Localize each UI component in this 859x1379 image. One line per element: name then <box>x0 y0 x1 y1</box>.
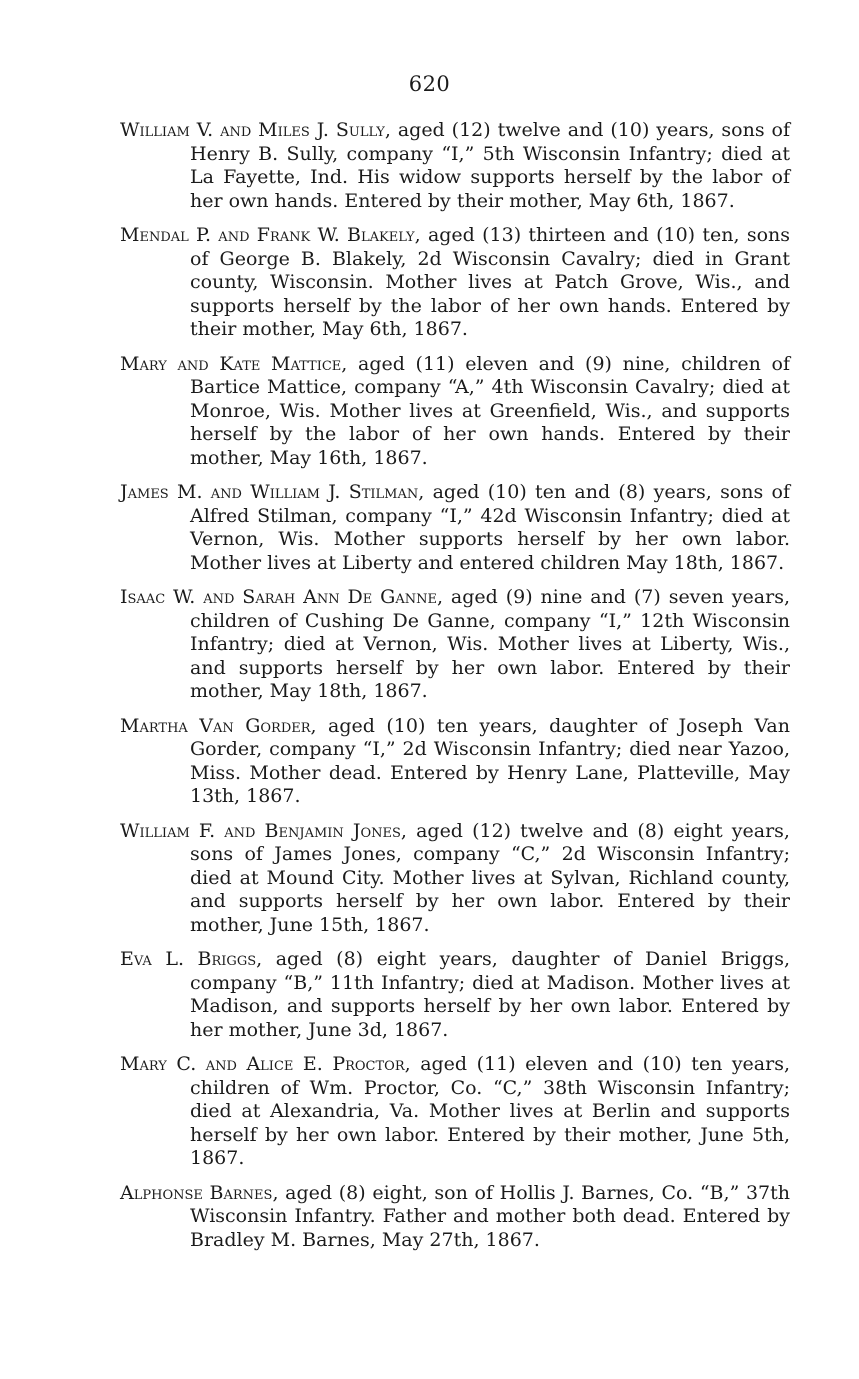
entry-text: aged (9) nine and (7) seven years, children of Cushing De Ganne, company “I,” 12th Wisconsin Infantry; died at Vernon, Wis. Mother lives at Liberty, Wis., and supports herself by her own labor. Entered by their mother, May 18th, 1867. <box>190 586 790 702</box>
entry-names: Alphonse Barnes, <box>120 1181 279 1204</box>
entry-stilman <box>120 481 790 575</box>
entry-text: aged (11) eleven and (10) ten years, children of Wm. Proctor, Co. “C,” 38th Wisconsin Infantry; died at Alexandria, Va. Mother lives at Berlin and supports herself by her own labor. Entered by their mother, June 5th, 1867. <box>190 1053 791 1169</box>
entry-van-gorder <box>120 715 790 809</box>
entry-text: aged (11) eleven and (9) nine, children of Bartice Mattice, company “A,” 4th Wisconsin Cavalry; died at Monroe, Wis. Mother lives at Greenfield, Wis., and supports herself by the labor of her own hands. Entered by their mother, May 16th, 1867. <box>190 352 790 469</box>
entry-blakely <box>120 224 790 342</box>
entry-jones <box>120 820 790 938</box>
entry-text: aged (8) eight, son of Hollis J. Barnes, Co. “B,” 37th Wisconsin Infantry. Father and mother both dead. Entered by Bradley M. Barnes, May 27th, 1867. <box>190 1181 791 1251</box>
entry-names: James M. and William J. Stilman, <box>120 481 425 503</box>
entry-sully <box>120 119 790 213</box>
entry-text: aged (13) thirteen and (10) ten, sons of George B. Blakely, 2d Wisconsin Cavalry; died in Grant county, Wisconsin. Mother lives at Patch Grove, Wis., and supports herself by the labor of her own hands. Entered by their mother, May 6th, 1867. <box>190 224 790 340</box>
entry-names: Mary and Kate Mattice, <box>120 352 348 375</box>
entry-names: William F. and Benjamin Jones, <box>120 819 407 842</box>
entry-names: Mary C. and Alice E. Proctor, <box>120 1053 411 1075</box>
entry-names: Eva L. Briggs, <box>120 948 263 970</box>
entry-list <box>120 119 790 1263</box>
entry-briggs <box>120 948 790 1042</box>
entry-text: aged (12) twelve and (10) years, sons of Henry B. Sully, company “I,” 5th Wisconsin Infantry; died at La Fayette, Ind. His widow supports herself by the labor of her own hands. Entered by their mother, May 6th, 1867. <box>190 119 791 212</box>
entry-names: Martha Van Gorder, <box>120 714 317 737</box>
entry-text: aged (12) twelve and (8) eight years, sons of James Jones, company “C,” 2d Wisconsin Infantry; died at Mound City. Mother lives at Sylvan, Richland county, and supports herself by her own labor. Entered by their mother, June 15th, 1867. <box>190 819 790 936</box>
entry-text: aged (10) ten and (8) years, sons of Alfred Stilman, company “I,” 42d Wisconsin Infantry; died at Vernon, Wis. Mother supports herself by her own labor. Mother lives at Liberty and entered children May 18th, 1867. <box>190 481 790 574</box>
entry-names: William V. and Miles J. Sully, <box>120 119 391 141</box>
entry-barnes <box>120 1182 790 1253</box>
entry-text: aged (10) ten years, daughter of Joseph Van Gorder, company “I,” 2d Wisconsin Infantry; died near Yazoo, Miss. Mother dead. Entered by Henry Lane, Platteville, May 13th, 1867. <box>190 714 791 807</box>
page-number: 620 <box>408 72 451 96</box>
entry-text: aged (8) eight years, daughter of Daniel Briggs, company “B,” 11th Infantry; died at Madison. Mother lives at Madison, and supports herself by her own labor. Entered by her mother, June 3d, 1867. <box>190 948 790 1041</box>
entry-de-ganne <box>120 586 790 704</box>
entry-names: Mendal P. and Frank W. Blakely, <box>120 224 421 246</box>
entry-names: Isaac W. and Sarah Ann De Ganne, <box>120 586 443 608</box>
entry-mattice <box>120 353 790 471</box>
entry-proctor <box>120 1053 790 1171</box>
